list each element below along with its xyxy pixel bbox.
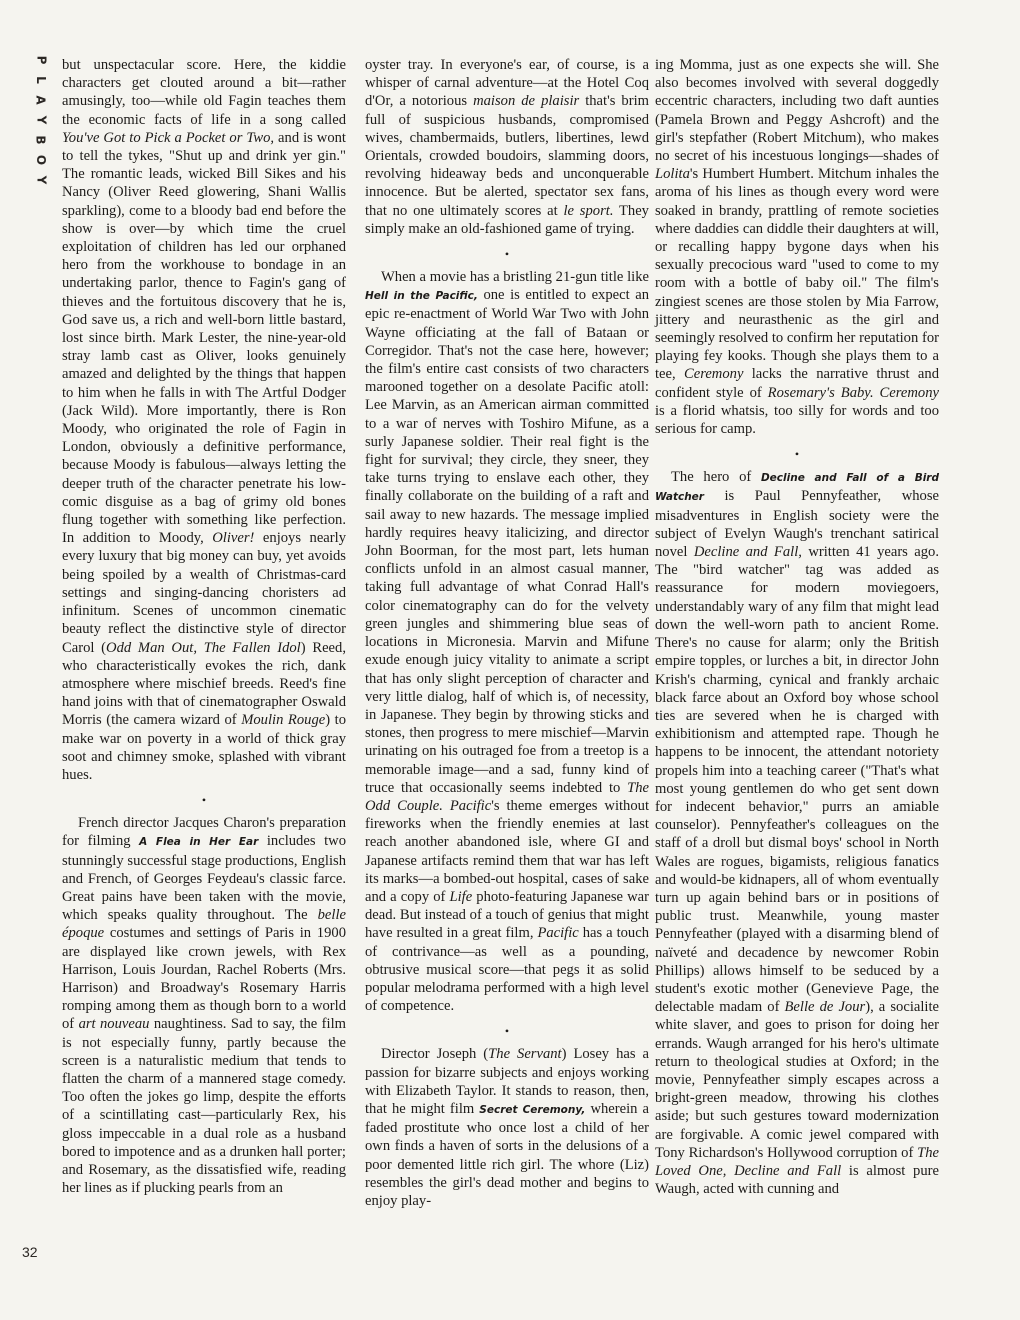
brand-letter: P xyxy=(33,55,48,65)
italic-text: Moulin Rouge xyxy=(241,712,326,729)
text-run: includes two stunningly successful stage productions, English and French, of Georges Feydeau's classic farce. Great pains have been taken with the movie, which speaks quality throughout. The xyxy=(62,833,346,924)
paragraph xyxy=(365,1045,649,1210)
text-run: written 41 years ago. The "bird watcher" tag was added as reassurance for modern moviegoers, understandably wary of any film that might lead down the well-worn path to ancient Rome. There's no cause for alarm; only the British empire topples, or lurches a bit, in director John Krish's charming, cynical and frankly archaic black farce about an Oxford boy whose school ties are severed when he is charged with exhibitionism and attempted rape. Though he happens to be innocent, the attendant notoriety propels him into a teaching career ("That's what most young gentlemen do who get sent down for indecent behavior," purrs an amiable counselor). Pennyfeather's colleagues on the staff of a droll but dismal boys' school in North Wales are rogues, bigamists, religious fanatics and would-be kidnapers, all of whom eventually turn up again behind bars or in positions of public trust. Meanwhile, young master Pennyfeather (played with a disarming blend of naïveté and decadence by newcomer Robin Phillips) allows himself to be seduced by a student's exotic mother (Genevieve Page, the delectable madam of xyxy=(655,544,939,1016)
text-run: photo-featuring Japanese war dead. But instead of a touch of genius that might have resulted in a great film, xyxy=(365,888,650,942)
text-run: They simply make an old-fashioned game of trying. xyxy=(365,202,649,237)
text-run: and is wont to tell the tykes, "Shut up and drink yer gin." The romantic leads, wicked Bill Sikes and his Nancy (Oliver Reed glowering, Shani Wallis sparkling), come to a bloody bad end before the show is over—by which time the cruel exploitation of children has led our orphaned hero from the workhouse to bondage in an undertaking parlor, thence to Fagin's gang of thieves and the fortuitous discovery that he is, God save us, a rich and well-born little bastard, lost since birth. Mark Lester, the nine-year-old stray lamb cast as Oliver, looks genuinely amazed and delighted by the things that happen to him when he falls in with The Artful Dodger (Jack Wild). More importantly, there is Ron Moody, who originated the role of Fagin in London, obviously a definitive performance, because Moody is fabulous—always letting the deeper truth of the character penetrate his low-comic disguise as a bag of grimy old bones flung together with something like perfection. In addition to Moody, xyxy=(62,129,346,547)
text-run: is a florid whatsis, too silly for words and too serious for camp. xyxy=(655,402,939,438)
italic-text: The Odd Couple. xyxy=(365,779,649,814)
brand-letter: Y xyxy=(33,175,48,185)
section-separator: • xyxy=(504,1024,510,1039)
film-title: Secret Ceremony, xyxy=(479,1103,586,1116)
paragraph xyxy=(655,468,939,1198)
italic-text: Lolita xyxy=(655,166,690,183)
italic-text: The Servant xyxy=(488,1046,562,1063)
text-run: lacks the narrative thrust and confident style of xyxy=(655,366,939,401)
text-run: Director Joseph ( xyxy=(381,1046,489,1063)
text-run: ) Reed, who characteristically evokes the rich, dank atmosphere where mischief breeds. Reed's fine hand joins with that of cinematographer Oswald Morris (the camera wizard of xyxy=(62,639,346,729)
paragraph xyxy=(365,268,649,1015)
paragraph xyxy=(62,56,346,784)
column-3 xyxy=(655,56,939,1198)
brand-letter: Y xyxy=(33,115,48,125)
film-title: Decline and Fall of a Bird Watcher xyxy=(655,472,939,504)
brand-letter: B xyxy=(34,135,48,145)
section-separator: • xyxy=(504,247,510,262)
italic-text: Rosemary's Baby. Ceremony xyxy=(767,384,939,401)
text-run: ing Momma, just as one expects she will. She also becomes involved with several doggedly eccentric characters, including two daft aunties (Pamela Brown and Peggy Ashcroft) and the girl's stepfather (Robert Mitchum), who makes no secret of his incestuous longings—shades of xyxy=(655,57,939,165)
italic-text: maison de plaisir xyxy=(473,93,580,110)
text-run: has a touch of contrivance—as well as a pounding, obtrusive musical score—that pegs it as solid popular melodrama performed with a high level of competence. xyxy=(365,925,649,1015)
section-separator: • xyxy=(201,793,207,808)
text-run xyxy=(443,798,450,814)
italic-text: belle époque xyxy=(62,907,346,942)
italic-text: Pacific xyxy=(537,925,579,942)
text-run: one is entitled to expect an epic re-enactment of World War Two with John Wayne officiating at the fall of Bataan or Corregidor. That's not the case here, however; the film's entire cast consists of two characters marooned together on a desolate Pacific atoll: Lee Marvin, as an American airman committed to a war of nerves with Toshiro Mifune, as a surly Japanese soldier. Their real fight is the fight for survival; they circle, they sneer, they take turns trying to enslave each other, they finally collaborate on the building of a raft and sail away to new hazards. The message implied hardly requires heavy italicizing, and director John Boorman, for the most part, lets human conflicts unfold in an almost casual manner, taking full advantage of what Conrad Hall's color cinematography can do for the velvety green jungles and shimmering blue seas of locations in Micronesia. Marvin and Mifune exude enough juicy vitality to animate a script that has only slight perception of character and very little dialog, half of which is, of necessity, in Japanese. They begin by throwing sticks and stones, then progress to mere mischief—Marvin urinating on his outraged foe from a treetop is a memorable image—and a sad, funny kind of truce that occasionally seems indebted to xyxy=(365,287,649,796)
italic-text: art nouveau xyxy=(78,1016,150,1033)
italic-text: Life xyxy=(449,888,473,905)
text-run: ), a socialite white slaver, and goes to prison for doing her errands. Waugh arranged for his hero's ultimate return to theological studies at Oxford; in the movie, Pennyfeather simply escapes across a bright-green meadow, throwing his clothes aside; but such gestures toward modernization are forgivable. A comic jewel compared with Tony Richardson's Hollywood corruption of xyxy=(655,999,939,1161)
paragraph xyxy=(365,56,649,238)
text-run: When a movie has a bristling 21-gun title like xyxy=(381,269,649,286)
page-number: 32 xyxy=(22,1244,38,1260)
italic-text: Odd Man Out, The Fallen Idol xyxy=(106,639,301,656)
italic-text: Ceremony xyxy=(683,366,744,383)
text-run: wherein a faded prostitute who once lost a child of her own finds a haven of sorts in the delusions of a poor demented little rich girl. The whore (Liz) resembles the girl's dead mother and begins to enjoy play- xyxy=(365,1100,649,1209)
text-run: naughtiness. Sad to say, the film is not especially funny, partly because the screen is a naturalistic medium that tends to flatten the charm of a mannered stage comedy. Too often the jokes go limp, despite the efforts of a scintillating cast—particularly Rex, his gloss impeccable in a dual role as a husband bored to impotence and as a drunken hall porter; and Rosemary, as the dissatisfied wife, reading her lines as if plucking pearls from an xyxy=(62,1016,347,1197)
italic-text: Belle de Jour xyxy=(784,999,866,1016)
italic-text: Oliver! xyxy=(212,530,255,547)
brand-letter: O xyxy=(33,154,48,166)
brand-letter: A xyxy=(33,95,48,105)
film-title: Hell in the Pacific, xyxy=(365,290,478,303)
paragraph xyxy=(655,56,939,438)
italic-text: Decline and Fall, xyxy=(693,544,802,561)
text-run: The hero of xyxy=(671,469,761,486)
text-run: oyster tray. In everyone's ear, of course, is a whisper of carnal adventure—at the Hotel Coq d'Or, a notorious xyxy=(365,57,649,110)
brand-letter: L xyxy=(34,76,48,84)
text-run: is almost pure Waugh, acted with cunning and xyxy=(655,1162,939,1198)
film-title: A Flea in Her Ear xyxy=(139,836,259,849)
text-run: is Paul Pennyfeather, whose misadventures in English society were the subject of Evelyn Waugh's trenchant satirical novel xyxy=(655,488,939,561)
paragraph xyxy=(62,814,346,1197)
text-run: that's brim full of suspicious husbands, compromised wives, chambermaids, butlers, libertines, lewd Orientals, crowded boudoirs, slamming doors, revolving hideaway beds and unconquerable innocence. But be alerted, spectator sex fans, that no one ultimately scores at xyxy=(365,93,649,219)
text-run: 's theme emerges without fireworks when the friendly enemies at last reach another abandoned isle, where GI and Japanese artifacts remind them that war has left its marks—a bombed-out hospital, cases of sake and a copy of xyxy=(365,797,649,905)
text-run: but unspectacular score. Here, the kiddie characters get clouted around a bit—rather amusingly, too—while old Fagin teaches them the economic facts of life in a song called xyxy=(62,57,346,128)
text-run: ) Losey has a passion for bizarre subjects and enjoys working with Elizabeth Taylor. It stands to reason, then, that he might film xyxy=(365,1046,649,1117)
italic-text: Pacific xyxy=(449,797,492,814)
text-run: enjoys nearly every luxury that big money can buy, yet avoids being spoiled by a wealth of Christmas-card settings and singing-dancing choristers ad infinitum. Scenes of uncommon cinematic beauty reflect the distinctive style of director Carol ( xyxy=(62,530,346,656)
text-run: ) to make war on poverty in a world of thick gray soot and chimney smoke, splashed with vibrant hues. xyxy=(62,712,347,783)
column-1 xyxy=(62,56,346,1197)
magazine-brand xyxy=(26,50,56,190)
italic-text: You've Got to Pick a Pocket or Two, xyxy=(62,129,275,146)
section-separator: • xyxy=(794,447,800,462)
text-run: costumes and settings of Paris in 1900 are displayed like crown jewels, with Rex Harrison, Louis Jourdan, Rachel Roberts (Mrs. Harrison) and Broadway's Rosemary Harris romping among them as though born to a world of xyxy=(62,925,346,1033)
column-2 xyxy=(365,56,649,1210)
text-run: 's Humbert Humbert. Mitchum inhales the aroma of his lines as though every word were soaked in brandy, prattling of remote societies where daddies can diddle their daughters at will, or recalling happy bygone days when his sexually precocious ward "used to come to my room with a bottle of baby oil." The film's zingiest scenes are those stolen by Mia Farrow, jittery and neurasthenic as the girl and seemingly resolved to confirm her reputation for playing fey kooks. Though she plays them to a tee, xyxy=(655,166,939,383)
italic-text: le sport. xyxy=(563,202,614,219)
italic-text: The Loved One, Decline and Fall xyxy=(655,1144,939,1179)
text-run: French director Jacques Charon's preparation for filming xyxy=(62,815,346,850)
